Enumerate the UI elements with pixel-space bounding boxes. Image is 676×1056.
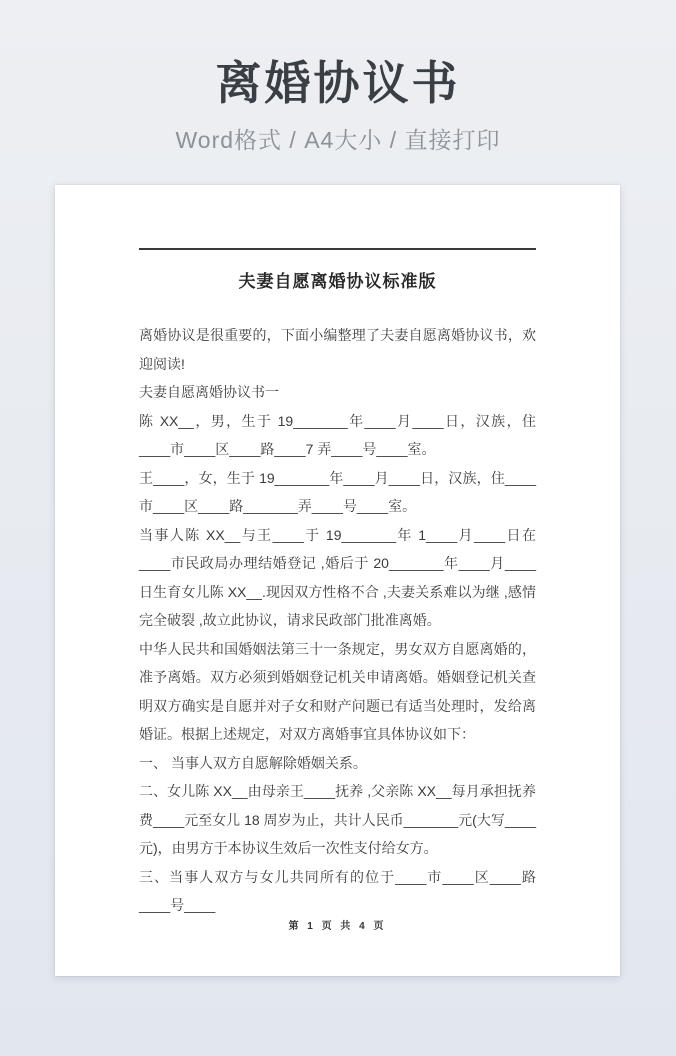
paragraph-clause-3: 三、当事人双方与女儿共同所有的位于____市____区____路____号____: [139, 868, 536, 913]
document-divider: [139, 248, 536, 250]
paragraph-clause-2: 二、女儿陈 XX__由母亲王____抚养 ,父亲陈 XX__每月承担抚养费____元至女儿 18 周岁为止，共计人民币_______元(大写____元)，由男方于本协议生效后一次性支付给女方。: [139, 783, 536, 856]
document-title: 夫妻自愿离婚协议标准版: [238, 272, 437, 291]
paragraph-marriage-history: 当事人陈 XX__与王____于 19_______年 1____月____日在____市民政局办理结婚登记 ,婚后于 20_______年____月____日生育女儿陈 XX__.现因双方性格不合 ,夫妻关系难以为继 ,感情完全破裂 ,故立此协议，请求民政部门批准离婚。: [139, 526, 536, 628]
document-preview-sheet: [55, 185, 620, 976]
paragraph-intro: 离婚协议是很重要的，下面小编整理了夫妻自愿离婚协议书，欢迎阅读!: [139, 327, 536, 372]
paragraph-subheading: 夫妻自愿离婚协议书一: [139, 384, 279, 400]
paragraph-husband-info: 陈 XX__，男，生于 19_______年____月____日，汉族，住____市____区____路____7 弄____号____室。: [139, 412, 536, 457]
page-subtitle: Word格式 / A4大小 / 直接打印: [175, 126, 501, 153]
paragraph-wife-info: 王____，女，生于 19_______年____月____日，汉族，住____市____区____路_______弄____号____室。: [139, 469, 536, 514]
paragraph-clause-1: 一、 当事人双方自愿解除婚姻关系。: [139, 754, 367, 771]
hero-header: [0, 0, 676, 155]
paragraph-legal-basis: 中华人民共和国婚姻法第三十一条规定，男女双方自愿离婚的，准予离婚。双方必须到婚姻登记机关申请离婚。婚姻登记机关查明双方确实是自愿并对子女和财产问题已有适当处理时，发给离婚证。根据上述规定，对双方离婚事宜具体协议如下：: [139, 640, 536, 742]
page-title: 离婚协议书: [215, 57, 461, 109]
document-body: [139, 321, 536, 920]
page-number: 第 1 页 共 4 页: [288, 921, 387, 932]
